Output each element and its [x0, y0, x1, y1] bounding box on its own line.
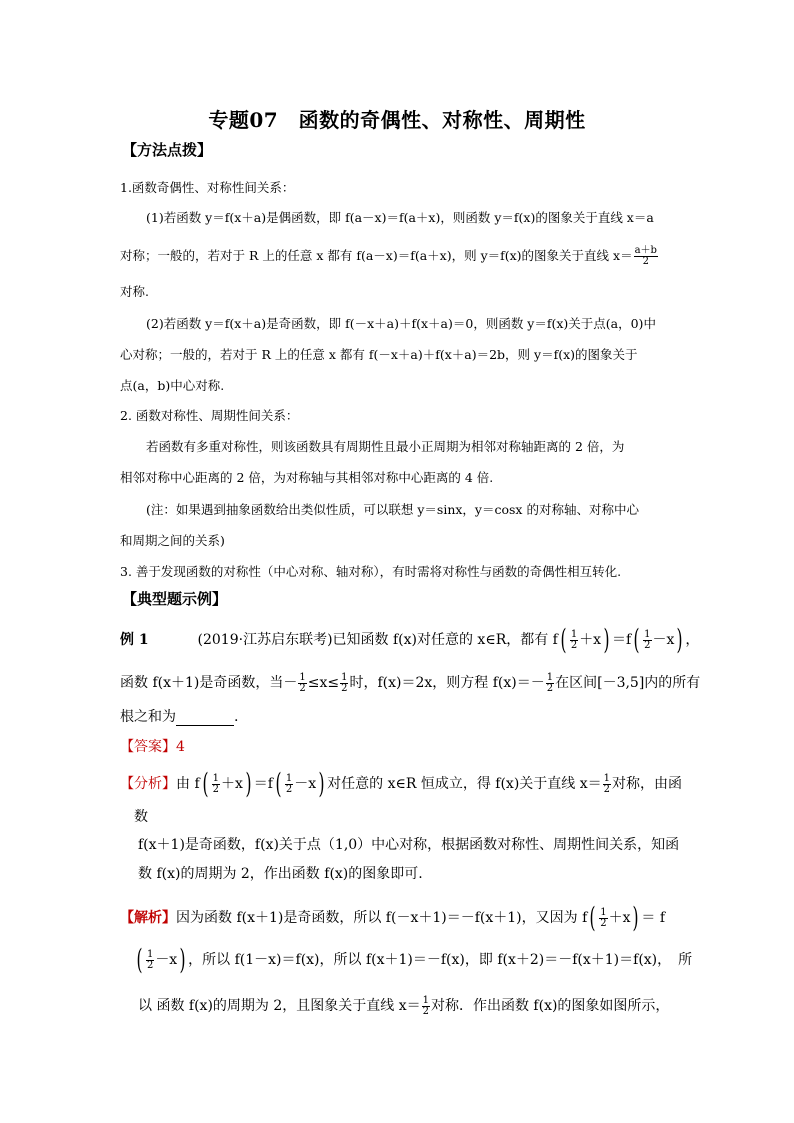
analysis-text-e: 对任意的 x∈R 恒成立，得 f(x)关于直线 x＝ — [327, 776, 602, 792]
example1-text-l2b: ≤x≤ — [307, 675, 340, 691]
left-paren: ( — [202, 767, 209, 800]
example1-line1 — [120, 623, 700, 656]
solution-text-b: ＋x — [608, 910, 631, 926]
fraction-denominator: 2 — [546, 682, 554, 694]
solution-tag: 【解析】 — [120, 910, 176, 926]
right-paren: ) — [632, 901, 639, 934]
example1-text-l2c: 时，f(x)＝2x，则方程 f(x)＝－ — [349, 675, 545, 691]
item3-line: 3. 善于发现函数的对称性（中心对称、轴对称），有时需将对称性与函数的奇偶性相互转化. — [120, 564, 622, 579]
example1-text-b: ＋x — [579, 632, 602, 648]
fraction-half — [603, 774, 611, 795]
fraction-denominator: 2 — [600, 917, 607, 929]
answer-tag: 【答案】 — [120, 739, 176, 755]
solution-text-a: 因为函数 f(x＋1)是奇函数，所以 f(－x＋1)＝－f(x＋1)，又因为 f — [176, 910, 588, 926]
analysis-line3: f(x＋1)是奇函数，f(x)关于点（1,0）中心对称，根据函数对称性、周期性间关系，知函 — [138, 837, 680, 853]
fraction-half — [643, 630, 651, 651]
analysis-text-f: 对称，由函 — [612, 776, 683, 792]
left-paren: ( — [136, 943, 143, 976]
fraction-a-plus-b-over-2 — [634, 246, 658, 267]
answer-blank — [176, 711, 234, 726]
fraction-denominator: 2 — [299, 682, 306, 694]
fraction-half — [340, 673, 348, 694]
item1-b-line1: (2)若函数 y＝f(x＋a)是奇函数，即 f(－x＋a)＋f(x＋a)＝0，则函数 y＝f(x)关于点(a，0)中 — [146, 316, 656, 331]
fraction-numerator: 1 — [422, 994, 429, 1006]
left-paren: ( — [560, 623, 567, 656]
left-paren: ( — [275, 767, 282, 800]
answer-line — [120, 736, 185, 756]
example1-text-d: －x — [652, 632, 675, 648]
fraction-numerator: 1 — [299, 671, 306, 683]
analysis-text-d: －x — [294, 776, 317, 792]
fraction-half — [146, 950, 154, 971]
fraction-numerator: 1 — [285, 772, 293, 784]
item2-line1: 若函数有多重对称性，则该函数具有周期性且最小正周期为相邻对称轴距离的 2 倍，为 — [146, 439, 625, 454]
right-paren: ) — [603, 623, 610, 656]
fraction-denominator: 2 — [285, 783, 293, 795]
fraction-half — [285, 774, 293, 795]
answer-value: 4 — [176, 739, 185, 755]
section-examples-heading: 【典型题示例】 — [122, 590, 228, 608]
right-paren: ) — [318, 767, 325, 800]
left-paren: ( — [633, 623, 640, 656]
solution-text-l3a: 以 函数 f(x)的周期为 2，且图象关于直线 x＝ — [138, 998, 421, 1014]
example1-text-l3: 根之和为 — [120, 709, 176, 725]
fraction-half — [298, 673, 306, 694]
example1-line2 — [120, 672, 700, 694]
fraction-half — [422, 996, 430, 1017]
fraction-denominator: 2 — [642, 256, 649, 267]
right-paren: ) — [676, 623, 683, 656]
right-paren: ) — [245, 767, 252, 800]
fraction-half — [599, 908, 607, 929]
analysis-line2: 数 — [134, 809, 148, 825]
example1-text-l2a: 函数 f(x＋1)是奇函数，当－ — [120, 675, 298, 691]
period: . — [234, 709, 239, 725]
analysis-text-a: 由 f — [176, 776, 200, 792]
item1-heading: 1.函数奇偶性、对称性间关系： — [120, 180, 295, 195]
item2-note-line1: (注：如果遇到抽象函数给出类似性质，可以联想 y＝sinx，y＝cosx 的对称轴、对称中心 — [146, 502, 639, 517]
fraction-denominator: 2 — [603, 783, 611, 795]
analysis-line4: 数 f(x)的周期为 2，作出函数 f(x)的图象即可. — [138, 866, 423, 882]
right-paren: ) — [179, 943, 186, 976]
fraction-numerator: 1 — [546, 671, 554, 683]
analysis-text-c: ＝f — [253, 776, 273, 792]
solution-line3 — [138, 995, 669, 1017]
fraction-numerator: 1 — [146, 948, 154, 960]
fraction-half — [570, 630, 578, 651]
analysis-line1 — [120, 767, 683, 800]
solution-line2 — [134, 943, 693, 976]
solution-text-l2a: －x — [155, 952, 178, 968]
fraction-denominator: 2 — [146, 959, 154, 971]
solution-text-l3b: 对称．作出函数 f(x)的图象如图所示， — [430, 998, 670, 1014]
left-paren: ( — [589, 901, 596, 934]
example-label: 例 1 — [120, 632, 149, 648]
item1-b-line3: 点(a，b)中心对称. — [120, 378, 225, 393]
fraction-denominator: 2 — [644, 639, 651, 651]
fraction-denominator: 2 — [422, 1005, 429, 1017]
item1-a-line1: (1)若函数 y＝f(x＋a)是偶函数，即 f(a－x)＝f(a＋x)，则函数 y＝f(x)的图象关于直线 x＝a — [146, 210, 654, 225]
solution-text-c: ＝ f — [641, 910, 666, 926]
example1-text-a: (2019·江苏启东联考)已知函数 f(x)对任意的 x∈R，都有 f — [197, 632, 558, 648]
page-title: 专题07 函数的奇偶性、对称性、周期性 — [208, 108, 586, 132]
item1-a-line2 — [120, 246, 659, 267]
section-method-heading: 【方法点拨】 — [122, 141, 213, 159]
item1-a-line3: 对称. — [120, 284, 149, 299]
fraction-denominator: 2 — [570, 639, 578, 651]
fraction-numerator: 1 — [603, 772, 611, 784]
fraction-numerator: 1 — [570, 628, 578, 640]
analysis-tag: 【分析】 — [120, 776, 176, 792]
solution-text-l2b: ，所以 f(1－x)＝f(x)，所以 f(x＋1)＝－f(x)，即 f(x＋2)＝－f(x＋1)＝f(x)， 所 — [188, 952, 693, 968]
analysis-text-b: ＋x — [220, 776, 243, 792]
fraction-numerator: a＋b — [634, 245, 657, 256]
example1-text-e: ， — [685, 632, 700, 648]
example1-text-c: ＝f — [612, 632, 632, 648]
solution-line1 — [120, 901, 666, 934]
item2-line2: 相邻对称中心距离的 2 倍，为对称轴与其相邻对称中心距离的 4 倍. — [120, 470, 494, 485]
fraction-denominator: 2 — [212, 783, 219, 795]
item2-heading: 2. 函数对称性、周期性间关系： — [120, 408, 299, 423]
fraction-denominator: 2 — [341, 682, 348, 694]
fraction-numerator: 1 — [212, 772, 219, 784]
item2-note-line2: 和周期之间的关系) — [120, 533, 225, 548]
fraction-numerator: 1 — [644, 628, 651, 640]
fraction-numerator: 1 — [600, 906, 607, 918]
item1-a-line2-text: 对称；一般的，若对于 R 上的任意 x 都有 f(a－x)＝f(a＋x)，则 y＝f(x)的图象关于直线 x＝ — [120, 248, 633, 263]
fraction-numerator: 1 — [341, 671, 348, 683]
fraction-half — [546, 673, 554, 694]
example1-text-l2d: 在区间[－3,5]内的所有 — [555, 675, 701, 691]
example1-line3 — [120, 706, 238, 726]
fraction-half — [212, 774, 220, 795]
item1-b-line2: 心对称；一般的，若对于 R 上的任意 x 都有 f(－x＋a)＋f(x＋a)＝2b，则 y＝f(x)的图象关于 — [120, 347, 638, 362]
